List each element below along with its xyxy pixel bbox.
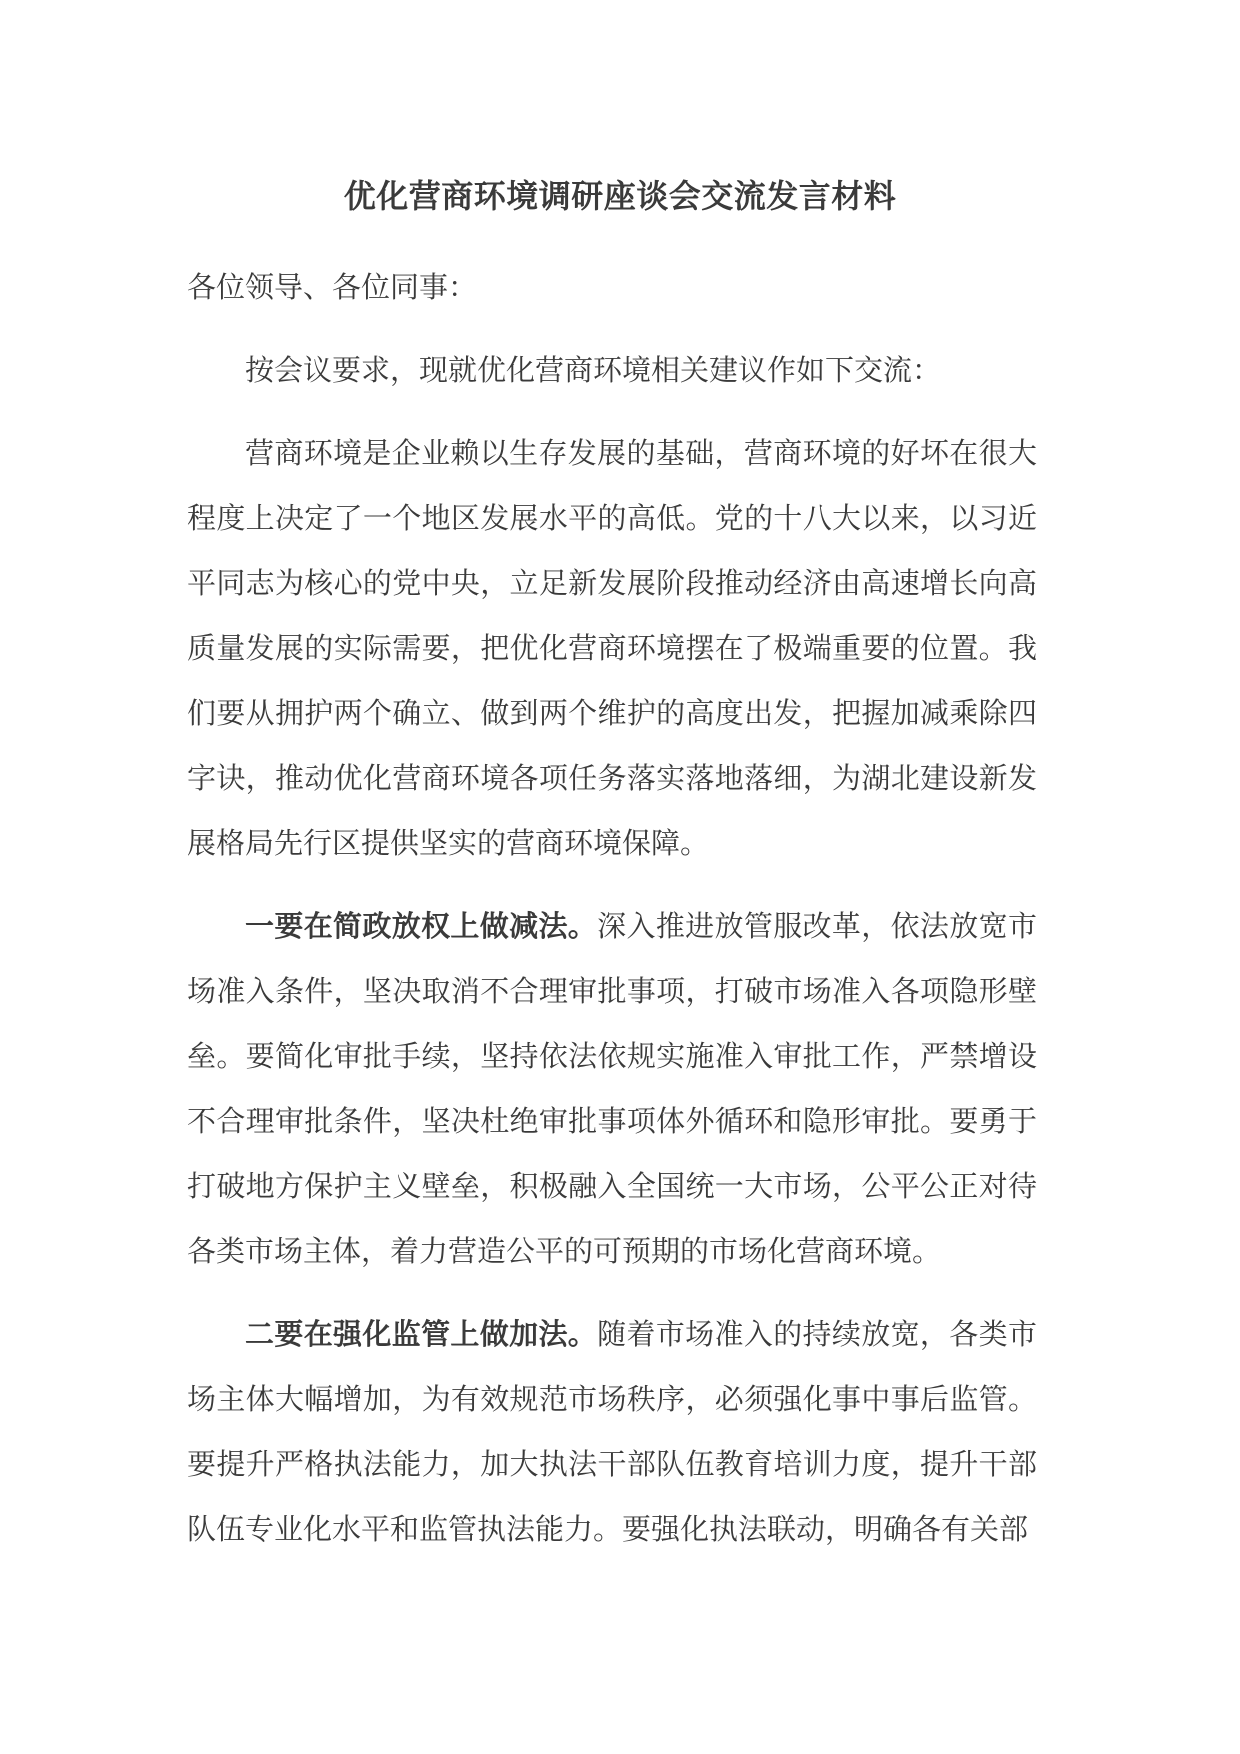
paragraph-background — [187, 421, 1037, 876]
salutation: 各位领导、各位同事： — [187, 270, 478, 304]
paragraph-text: 营商环境是企业赖以生存发展的基础，营商环境的好坏在很大程度上决定了一个地区发展水平的高低。党的十八大以来，以习近平同志为核心的党中央，立足新发展阶段推动经济由高速增长向高质量发展的实际需要，把优化营商环境摆在了极端重要的位置。我们要从拥护两个确立、做到两个维护的高度出发，把握加减乘除四字诀，推动优化营商环境各项任务落实落地落细，为湖北建设新发展格局先行区提供坚实的营商环境保障。 — [187, 436, 1037, 860]
paragraph-point-one — [187, 894, 1037, 1284]
paragraph-lead: 二要在强化监管上做加法。 — [245, 1317, 598, 1351]
paragraph-text: 随着市场准入的持续放宽，各类市场主体大幅增加，为有效规范市场秩序，必须强化事中事后监管。要提升严格执法能力，加大执法干部队伍教育培训力度，提升干部队伍专业化水平和监管执法能力。要强化执法联动，明确各有关部 — [187, 1317, 1037, 1546]
paragraph-point-two — [187, 1302, 1037, 1562]
paragraph-text: 深入推进放管服改革，依法放宽市场准入条件，坚决取消不合理审批事项，打破市场准入各项隐形壁垒。要简化审批手续，坚持依法依规实施准入审批工作，严禁增设不合理审批条件，坚决杜绝审批事项体外循环和隐形审批。要勇于打破地方保护主义壁垒，积极融入全国统一大市场，公平公正对待各类市场主体，着力营造公平的可预期的市场化营商环境。 — [187, 909, 1037, 1268]
document-title: 优化营商环境调研座谈会交流发言材料 — [343, 177, 897, 215]
paragraph-intro — [187, 338, 1037, 403]
document-body — [187, 255, 1037, 1580]
paragraph-text: 按会议要求，现就优化营商环境相关建议作如下交流： — [245, 353, 942, 387]
paragraph-lead: 一要在简政放权上做减法。 — [245, 909, 598, 943]
